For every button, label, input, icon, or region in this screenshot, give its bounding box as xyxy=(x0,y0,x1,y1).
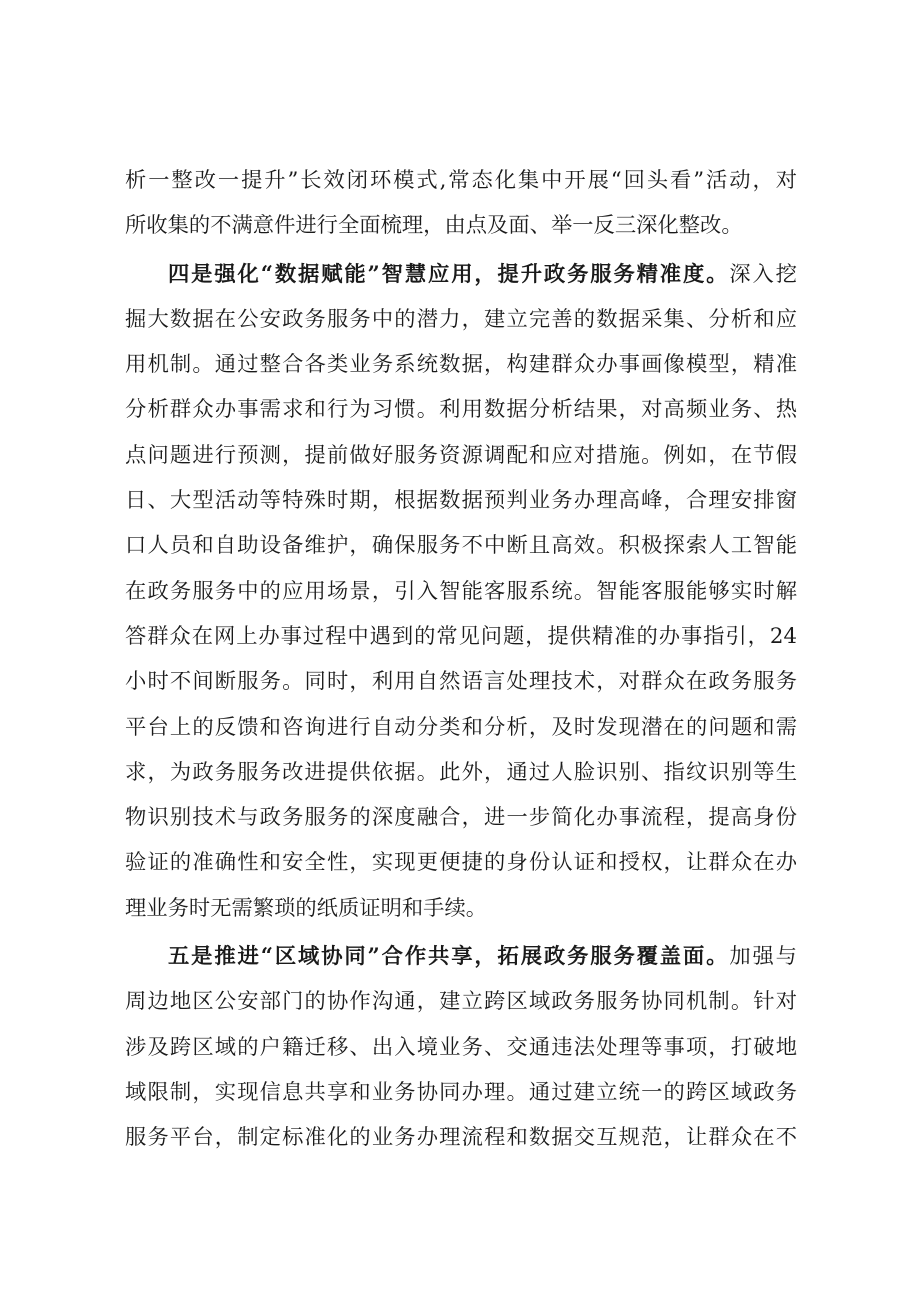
text-line xyxy=(125,1025,797,1070)
text-line xyxy=(125,203,797,248)
text-line xyxy=(125,433,797,478)
text-line xyxy=(125,934,797,979)
document-body xyxy=(125,158,797,1161)
text-line xyxy=(125,158,797,203)
text-line xyxy=(125,795,797,840)
text-run: 用机制。通过整合各类业务系统数据，构建群众办事画像模型，精准 xyxy=(125,352,797,378)
text-line xyxy=(125,840,797,885)
text-run: 物识别技术与政务服务的深度融合，进一步简化办事流程，提高身份 xyxy=(125,805,797,831)
text-run: 小时不间断服务。同时，利用自然语言处理技术，对群众在政务服务 xyxy=(125,669,797,695)
text-line xyxy=(125,252,797,297)
text-line xyxy=(125,478,797,523)
section-heading: 五是推进“区域协同”合作共享，拓展政务服务覆盖面。 xyxy=(168,944,730,970)
text-run: 域限制，实现信息共享和业务协同办理。通过建立统一的跨区域政务 xyxy=(125,1079,797,1105)
text-line xyxy=(125,387,797,432)
text-line xyxy=(125,750,797,795)
text-line xyxy=(125,523,797,568)
paragraph-data-empowerment xyxy=(125,252,797,931)
text-run: 析一整改一提升”长效闭环模式,常态化集中开展“回头看”活动，对 xyxy=(125,168,797,193)
text-line xyxy=(125,1115,797,1160)
text-run: 日、大型活动等特殊时期，根据数据预判业务办理高峰，合理安排窗 xyxy=(125,488,797,514)
text-run: 在政务服务中的应用场景，引入智能客服系统。智能客服能够实时解 xyxy=(125,578,797,604)
text-run: 涉及跨区域的户籍迁移、出入境业务、交通违法处理等事项，打破地 xyxy=(125,1034,797,1060)
text-run: 平台上的反馈和咨询进行自动分类和分析，及时发现潜在的问题和需 xyxy=(125,714,797,740)
text-run: 点问题进行预测，提前做好服务资源调配和应对措施。例如，在节假 xyxy=(125,442,797,468)
paragraph-continuation xyxy=(125,158,797,249)
text-run: 深入挖 xyxy=(729,261,797,287)
text-run: 理业务时无需繁琐的纸质证明和手续。 xyxy=(125,895,488,921)
text-run: 验证的准确性和安全性，实现更便捷的身份认证和授权，让群众在办 xyxy=(125,850,797,876)
text-run: 所收集的不满意件进行全面梳理，由点及面、举一反三深化整改。 xyxy=(125,213,743,239)
text-line xyxy=(125,886,797,931)
section-heading: 四是强化“数据赋能”智慧应用，提升政务服务精准度。 xyxy=(168,261,730,287)
text-line xyxy=(125,297,797,342)
text-run: 周边地区公安部门的协作沟通，建立跨区域政务服务协同机制。针对 xyxy=(125,989,797,1015)
text-line xyxy=(125,1070,797,1115)
text-line xyxy=(125,659,797,704)
text-line xyxy=(125,569,797,614)
text-run: 答群众在网上办事过程中遇到的常见问题，提供精准的办事指引，24 xyxy=(125,623,797,649)
text-line xyxy=(125,979,797,1024)
text-run: 求，为政务服务改进提供依据。此外，通过人脸识别、指纹识别等生 xyxy=(125,759,797,785)
text-line xyxy=(125,342,797,387)
text-run: 掘大数据在公安政务服务中的潜力，建立完善的数据采集、分析和应 xyxy=(125,306,797,332)
text-run: 口人员和自助设备维护，确保服务不中断且高效。积极探索人工智能 xyxy=(125,533,797,559)
text-run: 加强与 xyxy=(729,944,797,970)
text-run: 服务平台，制定标准化的业务办理流程和数据交互规范，让群众在不 xyxy=(125,1125,797,1151)
text-line xyxy=(125,705,797,750)
paragraph-regional-collaboration xyxy=(125,934,797,1160)
text-line xyxy=(125,614,797,659)
text-run: 分析群众办事需求和行为习惯。利用数据分析结果，对高频业务、热 xyxy=(125,397,797,423)
